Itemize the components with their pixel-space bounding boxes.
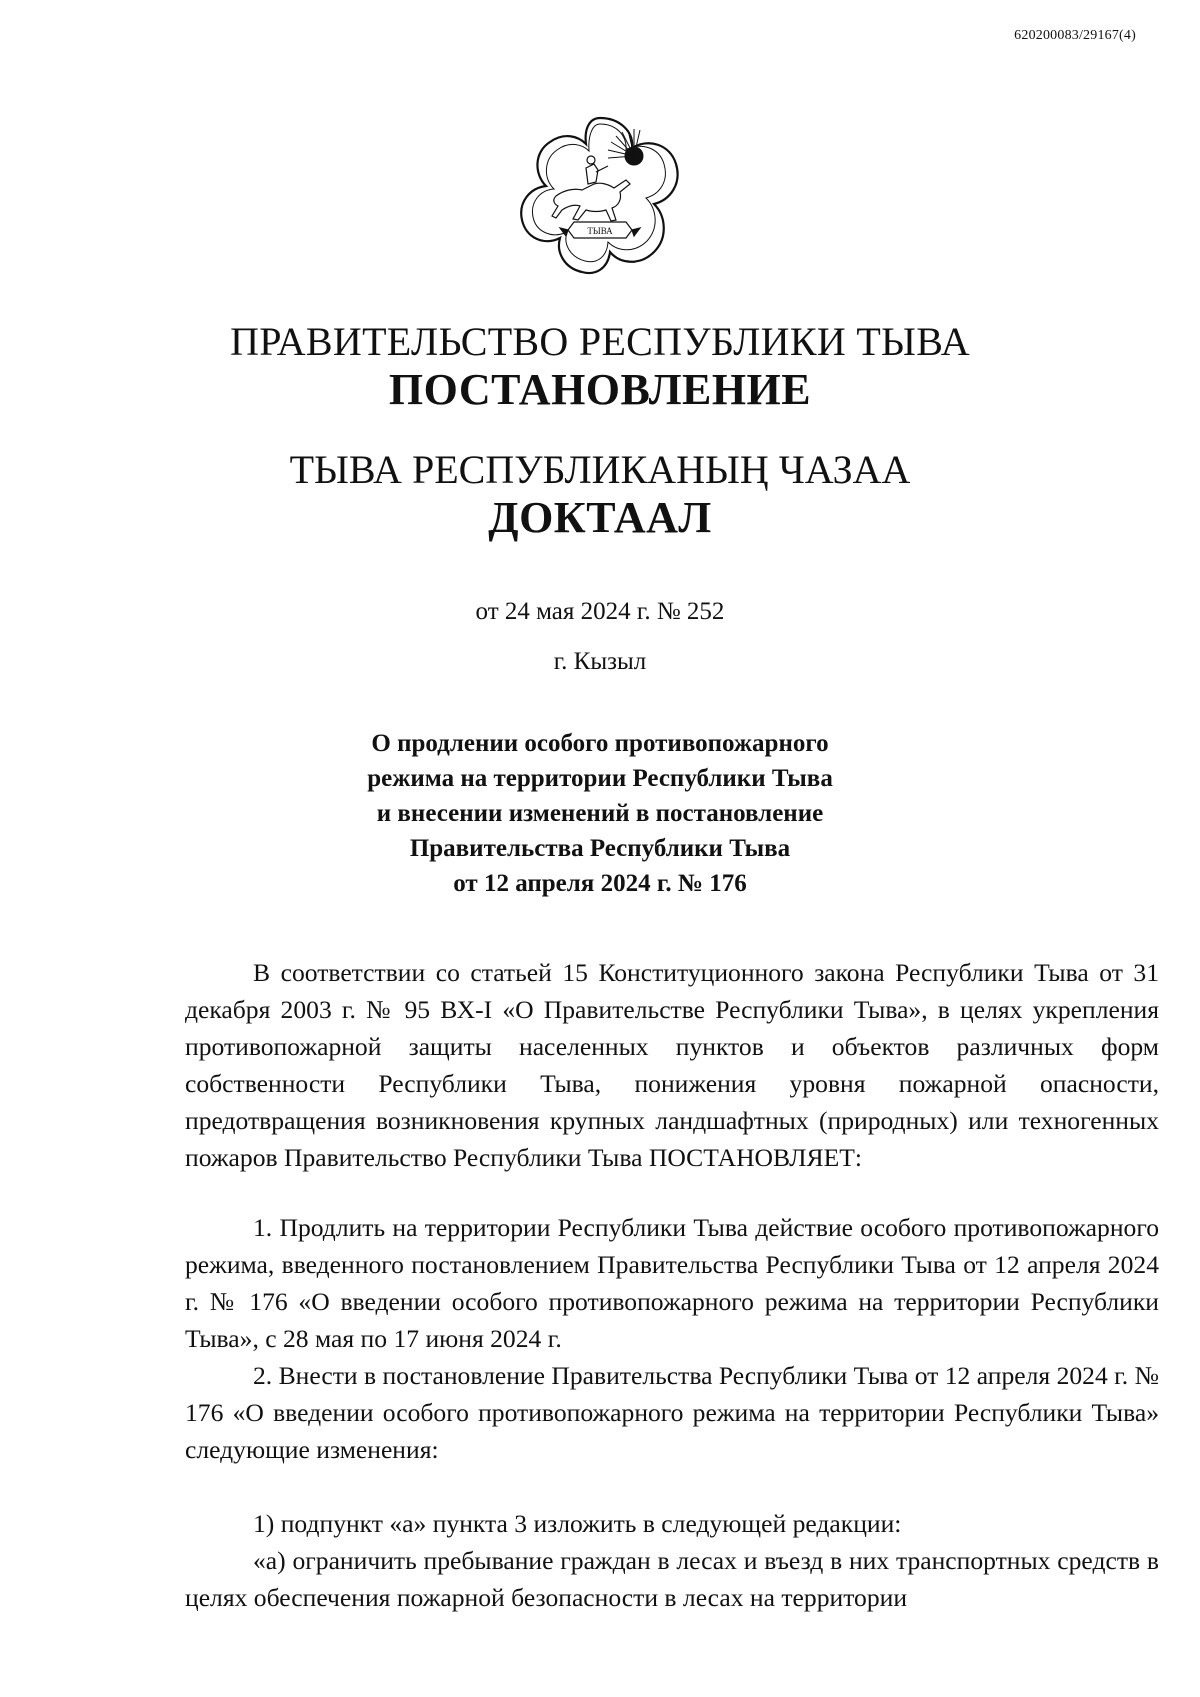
decree-date-number: от 24 мая 2024 г. № 252 bbox=[475, 598, 725, 625]
item-2-paragraph: 2. Внести в постановление Правительства Республики Тыва от 12 апреля 2024 г. № 176 «О введении особого противопожарного режима на территории Республики Тыва» следующие изменения: bbox=[185, 1361, 1159, 1464]
item-1-paragraph: 1. Продлить на территории Республики Тыва действие особого противопожарного режима, введенного постановлением Правительства Республики Тыва от 12 апреля 2024 г. № 176 «О введении особого противопожарного режима на территории Республики Тыва», с 28 мая по 17 июня 2024 г. bbox=[185, 1213, 1159, 1353]
government-name-tyv: ТЫВА РЕСПУБЛИКАНЫҢ ЧАЗАА bbox=[289, 447, 911, 492]
title-line: режима на территории Республики Тыва bbox=[367, 765, 833, 792]
decree-heading-ru: ПОСТАНОВЛЕНИЕ bbox=[388, 365, 812, 414]
svg-text:ТЫВА: ТЫВА bbox=[587, 226, 613, 236]
quote-a-paragraph: «а) ограничить пребывание граждан в лесах и въезд в них транспортных средств в целях обеспечения пожарной безопасности в лесах на территории bbox=[185, 1546, 1159, 1612]
decree-heading-tyv: ДОКТААЛ bbox=[488, 493, 712, 542]
title-line: Правительства Республики Тыва bbox=[409, 835, 791, 862]
title-line: от 12 апреля 2024 г. № 176 bbox=[453, 870, 747, 897]
title-line: и внесении изменений в постановление bbox=[376, 800, 824, 827]
subitem-1-paragraph: 1) подпункт «а» пункта 3 изложить в следующей редакции: bbox=[253, 1509, 902, 1538]
decree-city: г. Кызыл bbox=[553, 648, 647, 675]
government-name-ru: ПРАВИТЕЛЬСТВО РЕСПУБЛИКИ ТЫВА bbox=[230, 319, 970, 364]
decree-title bbox=[0, 726, 1200, 901]
preamble-paragraph: В соответствии со статьей 15 Конституционного закона Республики Тыва от 31 декабря 2003 г. № 95 ВХ-I «О Правительстве Республики Тыва», в целях укрепления противопожарной защиты населенных пунктов и объектов различных форм собственности Республики Тыва, понижения уровня пожарной опасности, предотвращения возникновения крупных ландшафтных (природных) или техногенных пожаров Правительство Республики Тыва ПОСТАНОВЛЯЕТ: bbox=[185, 958, 1159, 1172]
tuva-emblem-icon bbox=[516, 110, 684, 278]
title-line: О продлении особого противопожарного bbox=[371, 730, 829, 757]
document-id: 620200083/29167(4) bbox=[1014, 28, 1136, 43]
